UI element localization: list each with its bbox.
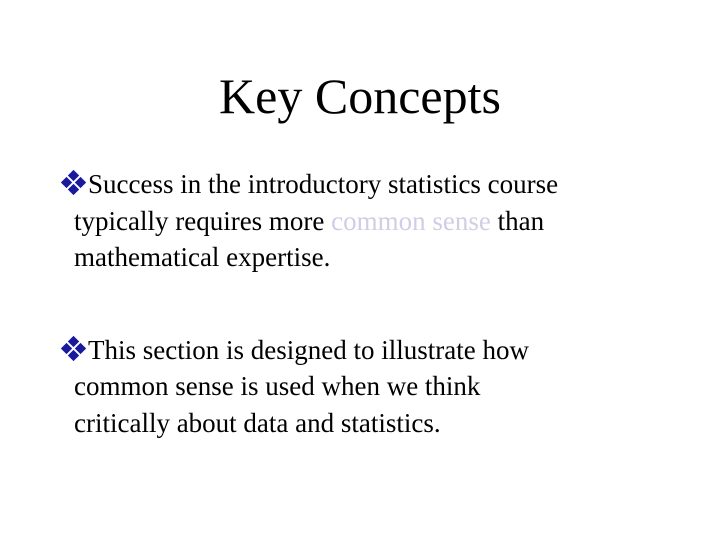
line-text: than <box>490 205 545 236</box>
bullet-line: This section is designed to illustrate how <box>88 334 529 365</box>
highlighted-phrase: common sense <box>331 205 491 236</box>
diamond-bullet-icon <box>60 170 88 198</box>
slide-title: Key Concepts <box>219 68 501 124</box>
bullet-line: critically about data and statistics. <box>74 407 441 438</box>
bullet-item-2 <box>58 332 698 442</box>
bullet-line: common sense is used when we think <box>74 371 481 401</box>
bullet-list <box>58 166 698 441</box>
bullet-item-1 <box>58 166 698 276</box>
diamond-bullet-icon <box>60 336 88 364</box>
line-text: typically requires more <box>74 205 332 236</box>
bullet-line: mathematical expertise. <box>74 242 331 272</box>
bullet-line <box>74 203 698 240</box>
bullet-text <box>74 166 698 276</box>
bullet-text <box>74 332 698 442</box>
bullet-line: Success in the introductory statistics course <box>88 169 559 199</box>
